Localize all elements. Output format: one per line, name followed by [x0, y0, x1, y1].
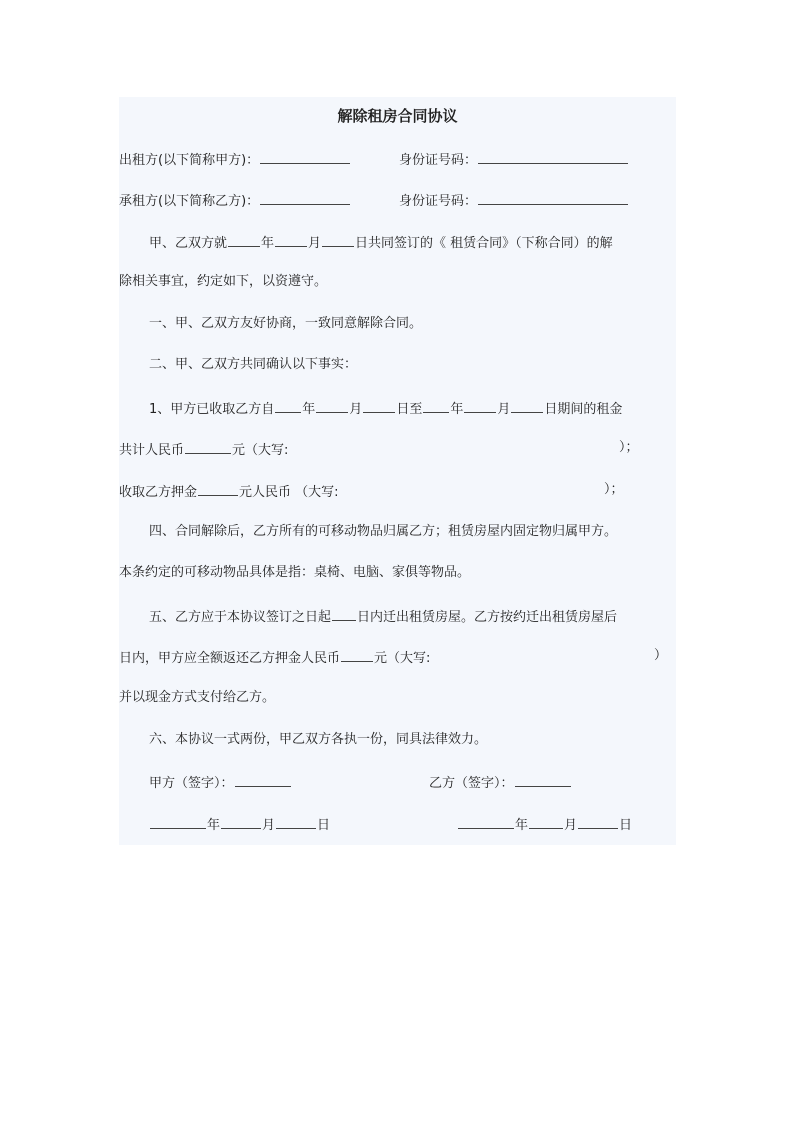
paragraph-intro — [149, 232, 613, 253]
blank[interactable] — [332, 606, 356, 621]
lessor-id-blank[interactable] — [478, 149, 628, 164]
blank[interactable] — [276, 814, 316, 829]
blank[interactable] — [185, 439, 231, 454]
text: 日 — [619, 818, 633, 833]
lessee-label: 承租方(以下简称乙方)： — [119, 194, 260, 209]
blank[interactable] — [275, 232, 307, 247]
section-4-cont: 本条约定的可移动物品具体是指：桌椅、电脑、家俱等物品。 — [119, 565, 471, 580]
text: 1、甲方已收取乙方自 — [149, 402, 275, 417]
blank[interactable] — [341, 647, 373, 662]
item-1 — [149, 398, 622, 419]
text: 日 — [317, 818, 331, 833]
party-b-sign-blank[interactable] — [515, 772, 571, 787]
blank[interactable] — [198, 481, 238, 496]
text: 月 — [349, 402, 363, 417]
blank[interactable] — [423, 398, 449, 413]
text: 日内，甲方应全额返还乙方押金人民币 — [119, 651, 341, 666]
party-a-sign-blank[interactable] — [235, 772, 291, 787]
section-5-cont — [119, 647, 676, 668]
text: 月 — [497, 402, 511, 417]
text: ） — [654, 648, 668, 663]
text: 月 — [308, 236, 322, 251]
text: 日共同签订的《 租赁合同》（下称合同）的解 — [355, 236, 613, 251]
blank[interactable] — [458, 814, 514, 829]
lessee-blank[interactable] — [260, 190, 350, 205]
blank[interactable] — [529, 814, 563, 829]
signature-line — [149, 772, 669, 793]
text: 日内迁出租赁房屋。乙方按约迁出租赁房屋后 — [357, 610, 618, 625]
text: 元（大写: — [232, 443, 289, 458]
blank[interactable] — [322, 232, 354, 247]
blank[interactable] — [511, 398, 543, 413]
blank[interactable] — [228, 232, 260, 247]
blank[interactable] — [363, 398, 395, 413]
blank[interactable] — [464, 398, 496, 413]
text: 共计人民币 — [119, 443, 185, 458]
document-title: 解除租房合同协议 — [337, 107, 458, 125]
section-2: 二、甲、乙双方共同确认以下事实： — [149, 357, 358, 372]
text: 日期间的租金 — [544, 402, 623, 417]
blank[interactable] — [150, 814, 206, 829]
date-line — [149, 814, 669, 835]
lessee-id-blank[interactable] — [478, 190, 628, 205]
paragraph-intro-cont: 除相关事宜，约定如下，以资遵守。 — [119, 274, 328, 289]
text: 元人民币 （大写: — [239, 485, 339, 500]
lessor-line — [119, 149, 478, 170]
text: 日至 — [396, 402, 423, 417]
section-4: 四、合同解除后，乙方所有的可移动物品归属乙方；租赁房屋内固定物归属甲方。 — [149, 524, 618, 539]
lessee-line — [119, 190, 478, 211]
section-6: 六、本协议一式两份，甲乙双方各执一份，同具法律效力。 — [149, 732, 488, 747]
text: 元（大写: — [374, 651, 431, 666]
item-1-total — [119, 439, 676, 460]
text: ）； — [604, 482, 624, 497]
text: 月 — [564, 818, 578, 833]
section-5-end: 并以现金方式支付给乙方。 — [119, 690, 276, 705]
text: 月 — [262, 818, 276, 833]
text: 年 — [207, 818, 221, 833]
blank[interactable] — [275, 398, 301, 413]
section-1: 一、甲、乙双方友好协商，一致同意解除合同。 — [149, 316, 423, 331]
item-1-deposit — [119, 481, 676, 502]
lessee-id-label: 身份证号码： — [399, 194, 478, 209]
blank[interactable] — [316, 398, 348, 413]
lessor-id-label: 身份证号码： — [399, 153, 478, 168]
blank[interactable] — [221, 814, 261, 829]
text: ）； — [619, 440, 639, 455]
text: 收取乙方押金 — [119, 485, 198, 500]
text: 年 — [515, 818, 529, 833]
blank[interactable] — [578, 814, 618, 829]
lessor-blank[interactable] — [260, 149, 350, 164]
party-b-sign-label: 乙方（签字）： — [429, 776, 514, 791]
text: 年 — [450, 402, 464, 417]
text: 年 — [302, 402, 316, 417]
document-page — [119, 97, 676, 845]
section-5 — [149, 606, 617, 627]
text: 五、乙方应于本协议签订之日起 — [149, 610, 332, 625]
lessor-label: 出租方(以下简称甲方)： — [119, 153, 260, 168]
party-a-sign-label: 甲方（签字）： — [149, 776, 234, 791]
text: 年 — [261, 236, 275, 251]
text: 甲、乙双方就 — [149, 236, 228, 251]
